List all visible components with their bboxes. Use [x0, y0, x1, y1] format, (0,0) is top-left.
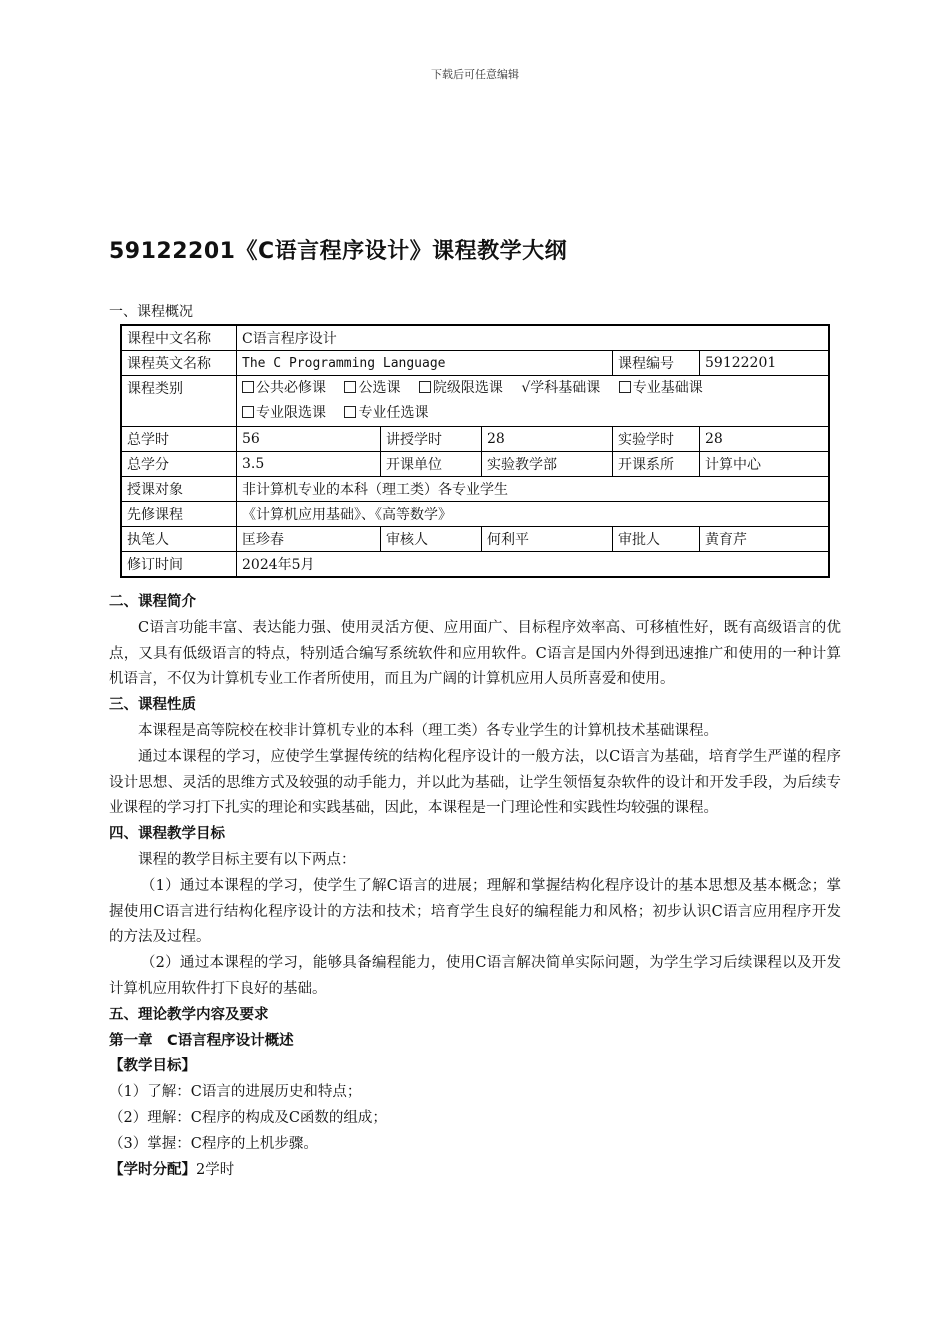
nature-paragraph-2: 通过本课程的学习，应使学生掌握传统的结构化程序设计的一般方法，以C语言为基础，培育学生严谨的程序设计思想、灵活的思维方式及较强的动手能力，并以此为基础，让学生领悟复杂软件的设计和开发手段，为后续专业课程的学习打下扎实的理论和实践基础，因此，本课程是一门理论性和实践性均较强的课程。: [109, 748, 841, 817]
checkbox-icon[interactable]: [242, 381, 254, 393]
list-item: （2）理解：C程序的构成及C函数的组成；: [109, 1109, 387, 1126]
checkbox-icon[interactable]: [619, 381, 631, 393]
goal-item-2: （2）通过本课程的学习，能够具备编程能力，使用C语言解决简单实际问题，为学生学习后续课程以及开发计算机应用软件打下良好的基础。: [109, 955, 841, 997]
en-name-value: The C Programming Language: [237, 351, 613, 376]
intro-paragraph: C语言功能丰富、表达能力强、使用灵活方便、应用面广、目标程序效率高、可移植性好，既有高级语言的优点，又具有低级语言的特点，特别适合编写系统软件和应用软件。C语言是国内外得到迅速推广和使用的一种计算机语言，不仅为计算机专业工作者所使用，而且为广阔的计算机应用人员所喜爱和使用。: [109, 619, 841, 688]
lab-hours-label: 实验学时: [613, 427, 700, 452]
type-option-label: 学科基础课: [530, 380, 601, 396]
type-option-label: 专业基础课: [632, 380, 703, 396]
checkmark-icon: √: [521, 380, 531, 396]
nature-paragraph-1: 本课程是高等院校在校非计算机专业的本科（理工类）各专业学生的计算机技术基础课程。: [138, 722, 718, 739]
goal-item-1: （1）通过本课程的学习，使学生了解C语言的进展；理解和掌握结构化程序设计的基本思想及基本概念；掌握使用C语言进行结构化程序设计的方法和技术；培育学生良好的编程能力和风格；初步认识C语言应用程序开发的方法及过程。: [109, 877, 841, 946]
type-option[interactable]: [419, 376, 503, 401]
section-heading-goals: 四、课程教学目标: [109, 826, 225, 843]
dept-value: 计算中心: [700, 452, 830, 477]
type-option[interactable]: [242, 401, 326, 426]
lab-hours-value: 28: [700, 427, 830, 452]
author-label: 执笔人: [121, 527, 237, 552]
table-row: [121, 502, 829, 527]
prereq-label: 先修课程: [121, 502, 237, 527]
total-hours-label: 总学时: [121, 427, 237, 452]
audience-label: 授课对象: [121, 477, 237, 502]
type-option[interactable]: [344, 376, 400, 401]
reviewer-label: 审核人: [381, 527, 482, 552]
hours-value: 2学时: [196, 1161, 235, 1178]
table-row: [121, 427, 829, 452]
code-label: 课程编号: [613, 351, 700, 376]
author-value: 匡珍春: [237, 527, 381, 552]
course-type-options: [237, 376, 830, 427]
audience-value: 非计算机专业的本科（理工类）各专业学生: [237, 477, 830, 502]
course-overview-table: [120, 324, 830, 578]
table-row: [121, 452, 829, 477]
list-item: （1）了解：C语言的进展历史和特点；: [109, 1084, 362, 1101]
section-heading-nature: 三、课程性质: [109, 697, 196, 714]
table-row: [121, 376, 829, 427]
type-option[interactable]: [344, 401, 428, 426]
type-option-label: 专业任选课: [358, 405, 429, 421]
revised-value: 2024年5月: [237, 552, 830, 578]
en-name-label: 课程英文名称: [121, 351, 237, 376]
checkbox-icon[interactable]: [419, 381, 431, 393]
revised-label: 修订时间: [121, 552, 237, 578]
total-hours-value: 56: [237, 427, 381, 452]
unit-label: 开课单位: [381, 452, 482, 477]
dept-label: 开课系所: [613, 452, 700, 477]
section-heading-overview: 一、课程概况: [109, 304, 193, 320]
type-option[interactable]: [242, 376, 326, 401]
page-title: 59122201《C语言程序设计》课程教学大纲: [109, 239, 568, 264]
type-option-label: 院级限选课: [432, 380, 503, 396]
approver-value: 黄育芹: [700, 527, 830, 552]
type-option-checked[interactable]: [521, 376, 600, 401]
checkbox-icon[interactable]: [344, 381, 356, 393]
cn-name-value: C语言程序设计: [237, 325, 830, 351]
goals-intro: 课程的教学目标主要有以下两点：: [138, 851, 356, 868]
type-option-label: 公共必修课: [256, 380, 326, 396]
lecture-hours-label: 讲授学时: [381, 427, 482, 452]
prereq-value: 《计算机应用基础》、《高等数学》: [237, 502, 830, 527]
unit-value: 实验教学部: [482, 452, 613, 477]
section-heading-content: 五、理论教学内容及要求: [109, 1006, 269, 1023]
hours-allocation: [109, 1158, 841, 1184]
list-item: （3）掌握：C程序的上机步骤。: [109, 1135, 318, 1152]
table-row: [121, 325, 829, 351]
document-body: [109, 590, 841, 1183]
checkbox-icon[interactable]: [242, 406, 254, 418]
section-heading-intro: 二、课程简介: [109, 594, 196, 610]
lecture-hours-value: 28: [482, 427, 613, 452]
approver-label: 审批人: [613, 527, 700, 552]
hours-heading: 【学时分配】: [109, 1161, 196, 1178]
table-row: [121, 552, 829, 578]
credits-value: 3.5: [237, 452, 381, 477]
table-row: [121, 351, 829, 376]
header-note: 下载后可任意编辑: [431, 68, 519, 81]
type-label: 课程类别: [121, 376, 237, 427]
table-row: [121, 477, 829, 502]
chapter-title: 第一章 C语言程序设计概述: [109, 1032, 294, 1049]
chapter-goal-heading: 【教学目标】: [109, 1058, 196, 1075]
cn-name-label: 课程中文名称: [121, 325, 237, 351]
code-value: 59122201: [700, 351, 830, 376]
type-option-label: 公选课: [358, 380, 401, 396]
type-option-label: 专业限选课: [256, 405, 326, 421]
table-row: [121, 527, 829, 552]
checkbox-icon[interactable]: [344, 406, 356, 418]
credits-label: 总学分: [121, 452, 237, 477]
reviewer-value: 何利平: [482, 527, 613, 552]
type-option[interactable]: [619, 376, 703, 401]
